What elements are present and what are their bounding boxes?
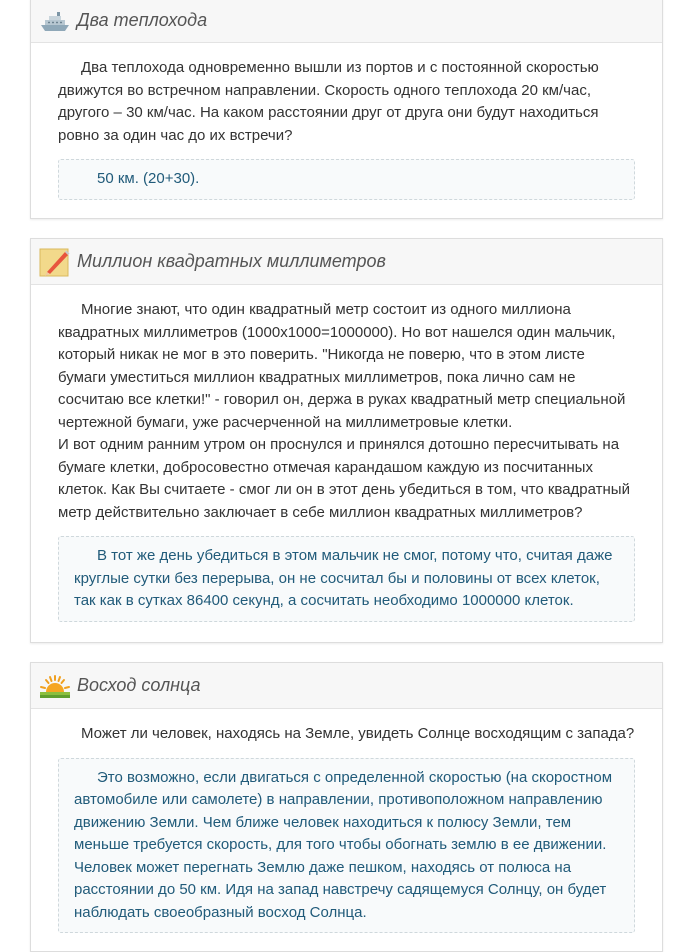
pencil-icon: [39, 246, 71, 278]
puzzle-card-sunrise: [30, 662, 663, 952]
question-text-continued: И вот одним ранним утром он проснулся и принялся дотошно пересчитывать на бумаге клетки, добросовестно отмечая карандашом каждую из посчитанных клеток. Как Вы считаете - смог ли он в этот день убедиться в том, что квадратный метр действительно заключает в себе миллион квадратных миллиметров?: [58, 436, 630, 521]
puzzle-card-ships: [30, 0, 663, 219]
card-title: Восход солнца: [77, 675, 201, 695]
question-text: Два теплохода одновременно вышли из портов и с постоянной скоростью движутся во встречном направлении. Скорость одного теплохода 20 км/час, другого – 30 км/час. На каком расстоянии друг от друга они будут находиться ровно за один час до их встречи?: [58, 59, 599, 144]
card-header: [31, 663, 662, 709]
question-text: Может ли человек, находясь на Земле, увидеть Солнце восходящим с запада?: [81, 725, 635, 742]
answer-text: В тот же день убедиться в этом мальчик не смог, потому что, считая даже круглые сутки без перерыва, он не сосчитал бы и половины от всех клеток, так как в сутках 86400 секунд, а сосчитать необходимо 1000000 клеток.: [74, 547, 613, 609]
answer-box: [58, 536, 635, 622]
answer-text: Это возможно, если двигаться с определенной скоростью (на скоростном автомобиле или самолете) в направлении, противоположном направлению движению Земли. Чем ближе человек находиться к полюсу Земли, тем меньше требуется скорость, для того чтобы обогнать землю в ее движении. Человек может перегнать Землю даже пешком, находясь от полюса на расстоянии до 50 км. Идя на запад навстречу садящемуся Солнцу, он будет наблюдать своеобразный восход Солнца.: [74, 768, 613, 921]
ship-icon: [39, 5, 71, 37]
card-body: [31, 43, 662, 200]
question-text: Многие знают, что один квадратный метр состоит из одного миллиона квадратных миллиметров (1000x1000=1000000). Но вот нашелся один мальчик, который никак не мог в это поверить. "Никогда не поверю, что в этом листе бумаги уместиться миллион квадратных миллиметров, пока лично сам не сосчитаю все клетки!" - говорил он, держа в руках квадратный метр специальной чертежной бумаги, уже расчерченной на миллиметровые клетки.: [58, 301, 626, 431]
card-body: [31, 285, 662, 622]
card-title: Миллион квадратных миллиметров: [77, 251, 386, 271]
card-header: [31, 239, 662, 285]
card-header: [31, 0, 662, 43]
card-title: Два теплохода: [77, 10, 208, 30]
sunrise-icon: [39, 670, 71, 702]
card-body: [31, 709, 662, 933]
answer-box: [58, 159, 635, 200]
answer-text: 50 км. (20+30).: [97, 170, 200, 187]
puzzle-card-million: [30, 238, 663, 643]
answer-box: [58, 758, 635, 934]
